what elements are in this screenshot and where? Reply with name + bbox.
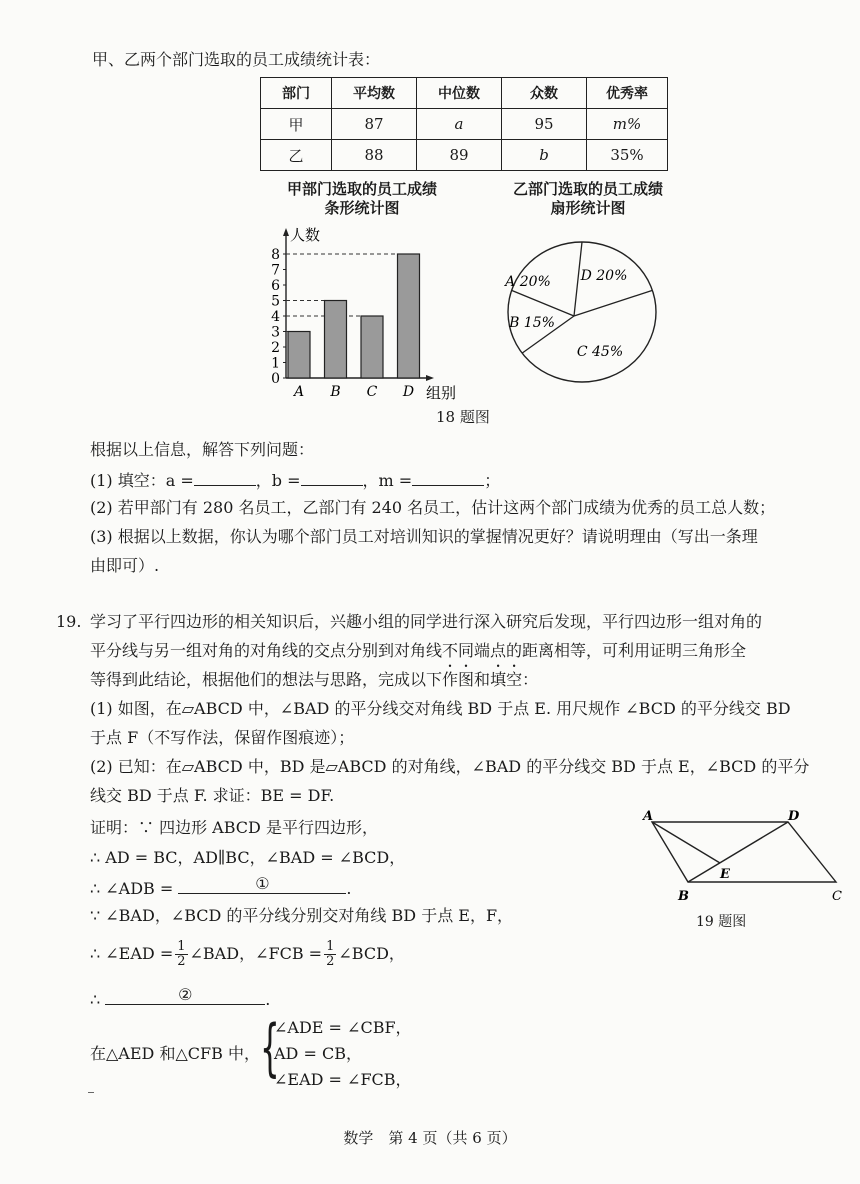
table-cell: b [502, 140, 587, 171]
q18-part1-b-label: ，b = [255, 471, 301, 490]
fraction-denominator: 2 [177, 954, 186, 969]
q18-part1-a-label: (1) 填空：a = [90, 471, 194, 490]
x-axis-arrow [426, 375, 434, 381]
table-cell: m% [587, 109, 668, 140]
q18-part3-line2: 由即可）. [90, 556, 160, 575]
proof-line5-text: ∴ ∠EAD = [90, 944, 174, 963]
proof-line2: ∴ AD = BC，AD∥BC，∠BAD = ∠BCD， [90, 848, 406, 867]
proof-line6: ∴ ② . [90, 985, 271, 1009]
x-tick-label: A [293, 384, 305, 400]
emphasis-char: 填 [490, 670, 507, 689]
q18-intro: 根据以上信息，解答下列问题： [90, 440, 315, 459]
y-axis-label: 人数 [290, 226, 321, 244]
table-header: 众数 [502, 78, 587, 109]
table-header: 中位数 [417, 78, 502, 109]
table-row [261, 140, 668, 171]
q19-part2-line1: (2) 已知：在▱ABCD 中，BD 是▱ABCD 的对角线，∠BAD 的平分线交 BD 于点 E，∠BCD 的平分 [90, 757, 810, 776]
q18-part3-line1: (3) 根据以上数据，你认为哪个部门员工对培训知识的掌握情况更好？请说明理由（写出一条理 [90, 527, 758, 546]
table-cell: 甲 [261, 109, 332, 140]
q19-part1-line2: 于点 F（不写作法，保留作图痕迹）； [90, 728, 355, 747]
q18-part1 [90, 469, 500, 491]
table-cell: 35% [587, 140, 668, 171]
pie-slice-label: D 20% [580, 268, 628, 284]
y-tick-label: 5 [271, 293, 280, 310]
blank-b[interactable] [301, 469, 363, 486]
figure-18-caption: 18 题图 [436, 408, 490, 426]
system-line3: ∠EAD = ∠FCB， [274, 1070, 412, 1089]
proof-line5-text: ∠BAD，∠FCB = [189, 944, 323, 963]
label-c: C [832, 889, 842, 904]
blank-2[interactable] [105, 985, 265, 1005]
blank-2-marker: ② [178, 985, 193, 1004]
bar-d [398, 254, 420, 378]
table-header: 部门 [261, 78, 332, 109]
pie-chart [498, 232, 668, 392]
system-line2: AD = CB， [274, 1044, 362, 1063]
label-e: E [720, 867, 730, 882]
bar-chart [250, 222, 480, 402]
y-tick-label: 3 [271, 324, 280, 341]
fraction-denominator: 2 [326, 954, 335, 969]
bar-chart-title-line2: 条形统计图 [324, 199, 400, 217]
bar-chart-title [262, 180, 462, 218]
x-tick-label: C [366, 384, 378, 400]
blank-m[interactable] [412, 469, 484, 486]
emphasis-char: 图 [458, 670, 475, 689]
emphasis-char: 作 [442, 670, 459, 689]
left-brace: { [260, 1011, 280, 1084]
q18-part2: (2) 若甲部门有 280 名员工，乙部门有 240 名员工，估计这两个部门成绩为优秀的员工总人数； [90, 498, 776, 517]
x-axis-label: 组别 [426, 384, 457, 402]
y-tick-label: 6 [271, 278, 280, 294]
blank-1-marker: ① [255, 874, 270, 893]
q19-line3-text: 等得到此结论，根据他们的想法与思路，完成以下 [90, 670, 443, 689]
pie-outline [508, 242, 656, 382]
proof-line4: ∵ ∠BAD，∠BCD 的平分线分别交对角线 BD 于点 E，F， [90, 906, 514, 925]
proof-line5-text: ∠BCD， [338, 944, 405, 963]
fraction-numerator: 1 [177, 939, 186, 954]
proof-line3: ∴ ∠ADB = ① . [90, 874, 352, 898]
q19-line3-text: 和 [474, 670, 491, 689]
y-tick-label: 1 [271, 355, 280, 372]
figure-19-parallelogram [636, 808, 848, 908]
parallelogram-abcd [652, 822, 836, 882]
proof-line6-text: ∴ [90, 990, 101, 1009]
pie-chart-title [488, 180, 688, 218]
page-footer: 数学 第 4 页（共 6 页） [343, 1129, 517, 1147]
table-cell: 95 [502, 109, 587, 140]
bar-b [325, 301, 347, 379]
table-cell: 89 [417, 140, 502, 171]
label-b: B [678, 889, 689, 904]
y-tick-label: 8 [271, 247, 280, 263]
q18-part1-end: ； [484, 471, 501, 490]
table-row [261, 109, 668, 140]
bar-a [288, 332, 310, 379]
label-a: A [643, 809, 654, 824]
x-tick-label: D [402, 384, 415, 400]
pie-chart-title-line1: 乙部门选取的员工成绩 [512, 180, 663, 198]
q18-part1-m-label: ，m = [362, 471, 413, 490]
y-tick-label: 4 [271, 309, 280, 325]
y-axis-arrow [283, 228, 289, 236]
emphasis-char: 空 [506, 670, 523, 689]
table-header: 优秀率 [587, 78, 668, 109]
y-tick-label: 0 [271, 371, 280, 387]
y-tick-label: 2 [271, 340, 280, 356]
table-cell: 87 [332, 109, 417, 140]
proof-line1: 证明：∵ 四边形 ABCD 是平行四边形， [90, 818, 378, 837]
table-header: 平均数 [332, 78, 417, 109]
figure-19-caption: 19 题图 [696, 914, 747, 930]
q19-line3-text: ： [522, 670, 539, 689]
x-tick-label: B [330, 384, 341, 400]
table-cell: a [417, 109, 502, 140]
q19-part1-line1: (1) 如图，在▱ABCD 中，∠BAD 的平分线交对角线 BD 于点 E. 用尺规作 ∠BCD 的平分线交 BD [90, 699, 791, 718]
pie-slice-label: C 45% [576, 344, 624, 360]
y-tick-label: 7 [271, 262, 280, 279]
proof-line3-text: ∴ ∠ADB = [90, 879, 174, 898]
fraction-half [175, 940, 187, 969]
pie-slice-label: B 15% [509, 315, 555, 331]
bar-c [361, 316, 383, 378]
table-header-row [261, 78, 668, 109]
proof-line5 [90, 936, 405, 972]
fraction-half [324, 940, 336, 969]
table-intro: 甲、乙两个部门选取的员工成绩统计表： [92, 50, 381, 69]
q19-part2-line2: 线交 BD 于点 F. 求证：BE = DF. [90, 786, 335, 805]
table-cell: 88 [332, 140, 417, 171]
q19-line1: 学习了平行四边形的相关知识后，兴趣小组的同学进行深入研究后发现，平行四边形一组对角的 [90, 612, 763, 631]
label-d: D [788, 809, 800, 824]
proof-line7-prefix: 在△AED 和△CFB 中， [90, 1044, 260, 1063]
fraction-numerator: 1 [326, 939, 335, 954]
pie-slice-divider [574, 290, 652, 316]
pie-slice-divider [512, 290, 574, 316]
blank-a[interactable] [194, 469, 256, 486]
q19-number: 19. [56, 612, 82, 631]
q19-line3 [90, 670, 538, 690]
bar-chart-title-line1: 甲部门选取的员工成绩 [286, 180, 437, 198]
stats-table [260, 77, 668, 171]
pie-slice-label: A 20% [505, 274, 551, 290]
table-cell: 乙 [261, 140, 332, 171]
q19-line2: 平分线与另一组对角的对角线的交点分别到对角线不同端点的距离相等，可利用证明三角形全 [90, 641, 747, 660]
system-line1: ∠ADE = ∠CBF， [274, 1018, 412, 1037]
stray-mark [88, 1092, 94, 1093]
bisector-ae [652, 822, 720, 863]
pie-chart-title-line2: 扇形统计图 [550, 199, 626, 217]
